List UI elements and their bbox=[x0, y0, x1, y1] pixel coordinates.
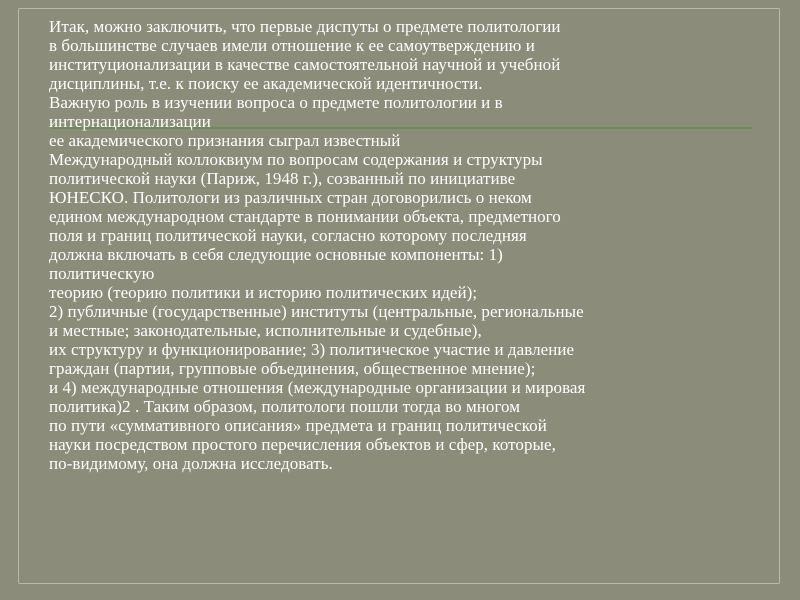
text-line: в большинстве случаев имели отношение к ее самоутверждению и bbox=[49, 36, 535, 55]
text-line: институционализации в качестве самостоятельной научной и учебной bbox=[49, 55, 561, 74]
text-line: науки посредством простого перечисления объектов и сфер, которые, bbox=[49, 435, 556, 454]
text-line: поля и границ политической науки, согласно которому последняя bbox=[49, 226, 527, 245]
text-line: ЮНЕСКО. Политологи из различных стран договорились о неком bbox=[49, 188, 532, 207]
text-line: Итак, можно заключить, что первые диспуты о предмете политологии bbox=[49, 17, 561, 36]
text-line: едином международном стандарте в понимании объекта, предметного bbox=[49, 207, 561, 226]
text-line: и 4) международные отношения (международные организации и мировая bbox=[49, 378, 586, 397]
body-text bbox=[49, 17, 769, 473]
text-line: теорию (теорию политики и историю политических идей); bbox=[49, 283, 478, 302]
text-line: ее академического признания сыграл известный bbox=[49, 131, 401, 150]
text-line: интернационализации bbox=[49, 112, 211, 131]
text-line: по пути «суммативного описания» предмета и границ политической bbox=[49, 416, 547, 435]
text-line: 2) публичные (государственные) институты (центральные, региональные bbox=[49, 302, 584, 321]
text-line: дисциплины, т.е. к поиску ее академической идентичности. bbox=[49, 74, 483, 93]
text-line: Важную роль в изучении вопроса о предмете политологии и в bbox=[49, 93, 503, 112]
text-line: должна включать в себя следующие основные компоненты: 1) bbox=[49, 245, 503, 264]
text-line: и местные; законодательные, исполнительные и судебные), bbox=[49, 321, 482, 340]
text-line: их структуру и функционирование; 3) политическое участие и давление bbox=[49, 340, 575, 359]
text-line: политическую bbox=[49, 264, 155, 283]
text-line: Международный коллоквиум по вопросам содержания и структуры bbox=[49, 150, 543, 169]
text-line: граждан (партии, групповые объединения, общественное мнение); bbox=[49, 359, 536, 378]
text-line: политика)2 . Таким образом, политологи пошли тогда во многом bbox=[49, 397, 521, 416]
text-line: политической науки (Париж, 1948 г.), созванный по инициативе bbox=[49, 169, 516, 188]
text-line: по-видимому, она должна исследовать. bbox=[49, 454, 333, 473]
